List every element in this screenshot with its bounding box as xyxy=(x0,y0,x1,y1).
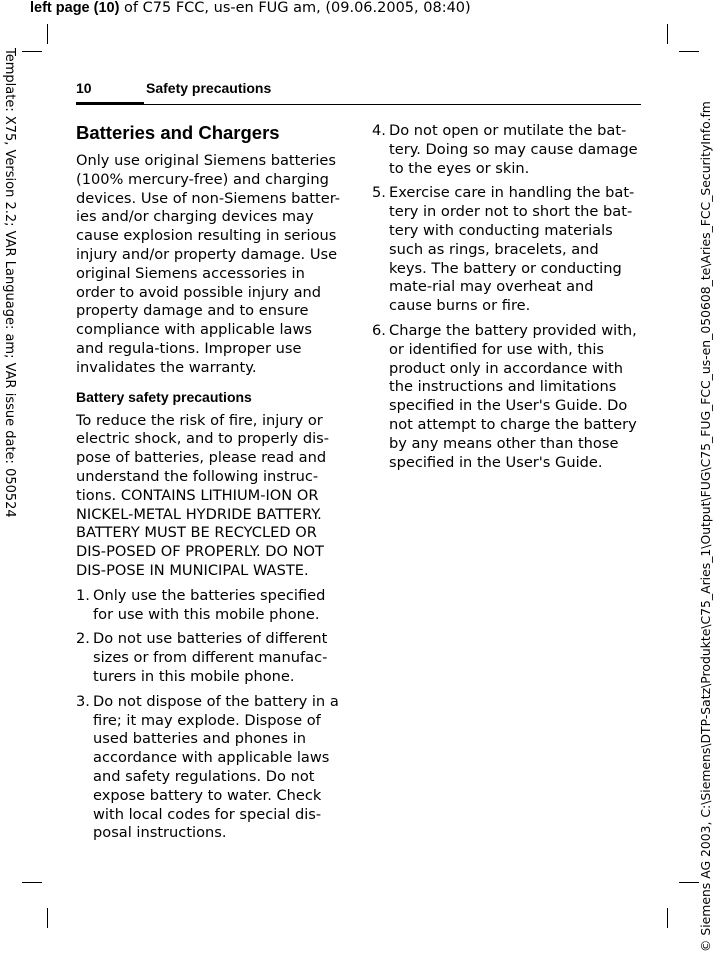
section-title: Safety precautions xyxy=(146,80,272,96)
template-info-strip xyxy=(2,48,18,518)
print-info-line xyxy=(30,0,471,16)
crop-mark xyxy=(47,24,48,44)
list-item-number: 3. xyxy=(76,692,90,710)
list-item-text: Charge the battery provided with, or identified for use with, this product only in accordance with the instructions and limitations specified in the User's Guide. Do not attempt to charge the battery by any means other than those specified in the User's Guide. xyxy=(389,321,637,471)
list-item-text: Do not use batteries of different sizes or from different manufac-turers in this mobile phone. xyxy=(93,630,328,685)
file-path: © Siemens AG 2003, C:\Siemens\DTP-Satz\Produkte\C75_Aries_1\Output\FUG\C75_FUG_FCC_us-en_050608_te\Aries_FCC_SecurityInfo.fm xyxy=(698,101,713,952)
list-item xyxy=(372,184,640,316)
list-item xyxy=(76,693,344,843)
crop-mark xyxy=(47,908,48,928)
page-number: 10 xyxy=(76,80,92,96)
list-item-text: Exercise care in handling the bat-tery in order not to short the bat-tery with conducting materials such as rings, bracelets, and keys. The battery or conducting mate-rial may overheat and cause burns or fire. xyxy=(389,184,635,315)
crop-mark xyxy=(22,51,42,52)
heading-batteries-chargers: Batteries and Chargers xyxy=(76,122,280,143)
template-info: Template: X75, Version 2.2; VAR Language: am; VAR issue date: 050524 xyxy=(2,48,17,518)
right-column xyxy=(372,122,640,472)
crop-mark xyxy=(22,882,42,883)
header-rule-thick xyxy=(76,102,144,105)
list-item xyxy=(76,630,344,686)
list-item-number: 6. xyxy=(372,321,386,339)
safety-paragraph: To reduce the risk of fire, injury or electric shock, and to properly dis-pose of batteries, please read and understand the following instruc-tions. CONTAINS LITHIUM-ION OR NICKEL-METAL HYDRIDE BATTERY. BATTERY MUST BE RECYCLED OR DIS-POSED OF PROPERLY. DO NOT DIS-POSE IN MUNICIPAL WASTE. xyxy=(76,411,330,579)
precautions-list-part1 xyxy=(76,587,344,843)
print-info-page: left page (10) xyxy=(30,0,120,16)
list-item xyxy=(76,587,344,625)
list-item-number: 5. xyxy=(372,184,386,202)
list-item-text: Do not open or mutilate the bat-tery. Doing so may cause damage to the eyes or skin. xyxy=(389,122,638,177)
crop-mark xyxy=(667,24,668,44)
list-item xyxy=(372,122,640,178)
crop-mark xyxy=(667,908,668,928)
left-column xyxy=(76,122,344,843)
precautions-list-part2 xyxy=(372,122,640,472)
print-info-details: of C75 FCC, us-en FUG am, (09.06.2005, 08:40) xyxy=(119,0,471,16)
intro-paragraph: Only use original Siemens batteries (100% mercury-free) and charging devices. Use of non-Siemens batter-ies and/or charging devices may cause explosion resulting in serious injury and/or property damage. Use original Siemens accessories in order to avoid possible injury and property damage and to ensure compliance with applicable laws and regula-tions. Improper use invalidates the warranty. xyxy=(76,152,341,376)
crop-mark xyxy=(679,51,699,52)
file-path-strip xyxy=(697,72,715,952)
crop-mark xyxy=(679,882,699,883)
list-item-text: Do not dispose of the battery in a fire; it may explode. Dispose of used batteries and phones in accordance with applicable laws and safety regulations. Do not expose battery to water. Check with local codes for special dis-posal instructions. xyxy=(93,692,339,842)
subheading-battery-safety: Battery safety precautions xyxy=(76,388,252,405)
list-item-text: Only use the batteries specified for use with this mobile phone. xyxy=(93,586,326,623)
list-item xyxy=(372,322,640,472)
list-item-number: 4. xyxy=(372,122,386,139)
list-item-number: 2. xyxy=(76,630,90,648)
header-rule xyxy=(144,104,641,105)
list-item-number: 1. xyxy=(76,586,90,604)
